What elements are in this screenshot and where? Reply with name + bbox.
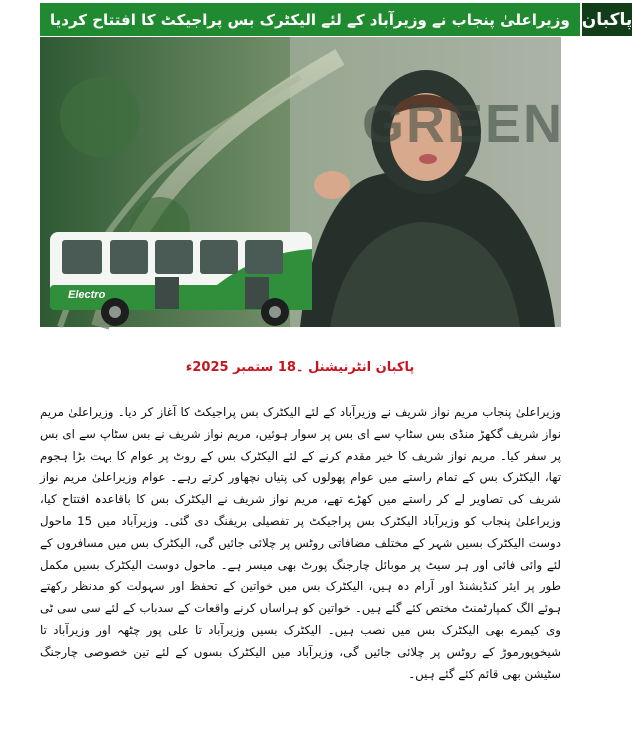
headline: وزیراعلیٰ پنجاب نے وزیرآباد کے لئے الیکٹرک بس پراجیکٹ کا افتتاح کردیا bbox=[40, 3, 580, 36]
brand-logo: پاکبان bbox=[580, 3, 632, 36]
header-band bbox=[40, 3, 632, 36]
hero-image bbox=[40, 37, 565, 327]
watermark-text: GREEN bbox=[362, 94, 565, 154]
dateline: پاکبان انٹرنیشنل ۔18 ستمبر 2025ء bbox=[185, 360, 415, 375]
bus-logo: Electro bbox=[68, 289, 106, 301]
article-body: وزیراعلیٰ پنجاب مریم نواز شریف نے وزیرآباد کے لئے الیکٹرک بس پراجیکٹ کا آغاز کر دیا۔ وزیراعلیٰ مریم نواز شریف گکھڑ منڈی بس سٹاپ سے ای بس پر سوار ہوئیں، مریم نواز شریف نے بس سٹاپ سے ای بس پر سفر کیا۔ مریم نواز شریف کا خیر مقدم کرنے کے لئے الیکٹرک بس کے روٹ پر عوام کا بہت بڑا ہجوم تھا، الیکٹرک بس کے تمام راستے میں عوام پھولوں کی پتیاں نچھاور کرتے رہے۔ عوام وزیراعلیٰ مریم نواز شریف کی تصاویر لے کر راستے میں کھڑے تھے، مریم نواز شریف نے الیکٹرک بس کا باقاعدہ افتتاح کیا، وزیراعلیٰ پنجاب کو وزیرآباد الیکٹرک بس پراجیکٹ پر تفصیلی بریفنگ دی گئی۔ وزیرآباد میں 15 ماحول دوست الیکٹرک بسیں شہر کے مختلف مضافاتی روٹس پر چلائی جائیں گی، الیکٹرک بس میں مسافروں کے لئے وائی فائی اور ہر سیٹ پر موبائل چارجنگ پورٹ بھی میسر ہے۔ ماحول دوست الیکٹرک بسیں مکمل طور پر ایئر کنڈیشنڈ اور آرام دہ ہیں، الیکٹرک بس میں خواتین کے تحفظ اور سہولت کو مدنظر رکھتے ہوئے الگ کمپارٹمنٹ مختص کئے گئے ہیں۔ خواتین کو ہراساں کرنے واقعات کے سدباب کے لئے سی سی ٹی وی کیمرے بھی الیکٹرک بس میں نصب ہیں۔ الیکٹرک بسیں وزیرآباد تا علی پور چٹھہ اور وزیرآباد تا شیخوپورموڑ کے روٹس پر چلائی جائیں گی، وزیرآباد میں الیکٹرک بسوں کے لئے تین خصوصی چارجنگ سٹیشن بھی قائم کئے گئے ہیں۔ bbox=[40, 405, 562, 681]
hero-illustration bbox=[40, 37, 561, 327]
